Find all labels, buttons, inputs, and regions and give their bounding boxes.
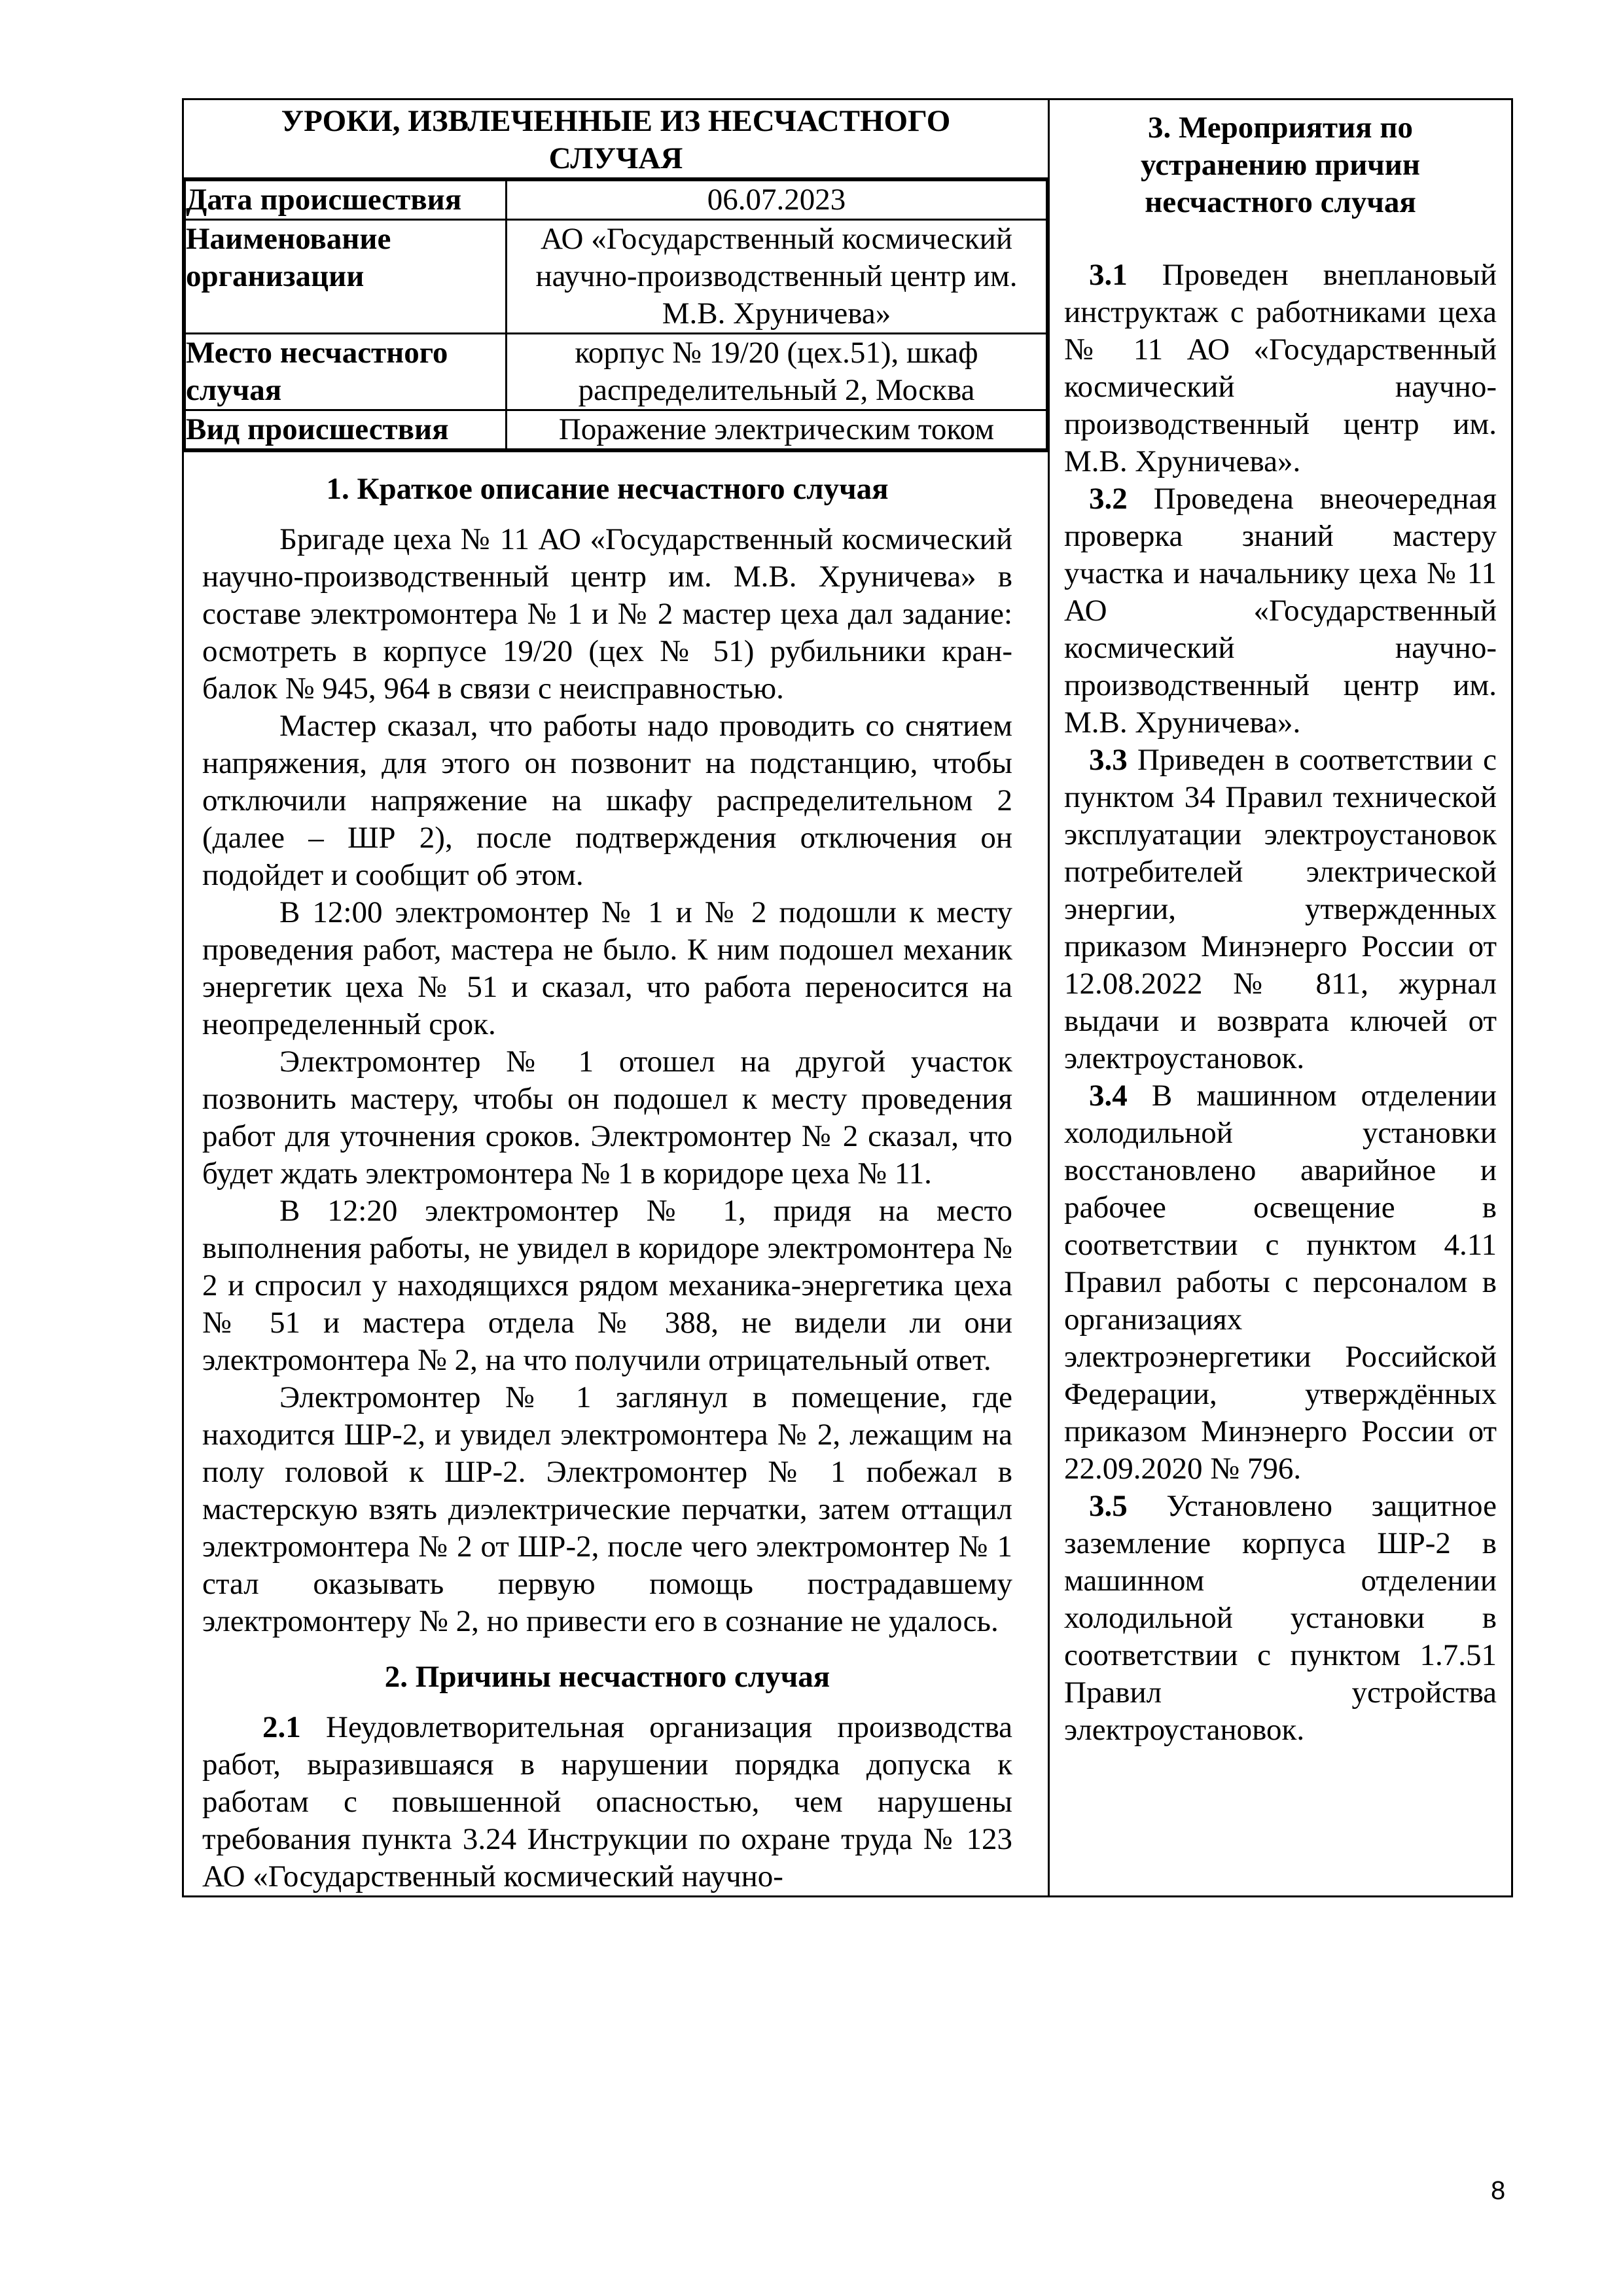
measure-number: 3.4 [1089, 1079, 1128, 1113]
info-row-organization [185, 220, 1047, 334]
measure-text: Проведен внеплановый инструктаж с работниками цеха № 11 АО «Государственный космический научно-производственный центр им. М.В. Хруничева». [1064, 258, 1497, 478]
paragraph: Электромонтер № 1 отошел на другой участок позвонить мастеру, чтобы он подошел к месту проведения работ для уточнения сроков. Электромонтер № 2 сказал, что будет ждать электромонтера № 1 в коридоре цеха № 11. [202, 1045, 1012, 1191]
cause-item [202, 1709, 1012, 1895]
info-row-location [185, 334, 1047, 410]
paragraph: Бригаде цеха № 11 АО «Государственный космический научно-производственный центр им. М.В. Хруничева» в составе электромонтера № 1 и № 2 мастер цеха дал задание: осмотреть в корпусе 19/20 (цех № 51) рубильники кран-балок № 945, 964 в связи с неисправностью. [202, 522, 1012, 706]
measure-item [1064, 257, 1497, 480]
report-table [182, 98, 1513, 1897]
incident-description [184, 452, 1048, 1895]
measure-item [1064, 480, 1497, 742]
measures-section [1050, 100, 1511, 1749]
measure-text: Установлено защитное заземление корпуса ШР-2 в машинном отделении холодильной установки в соответствии с пунктом 1.7.51 Правил устройства электроустановок. [1064, 1489, 1497, 1747]
paragraph: В 12:20 электромонтер № 1, придя на место выполнения работы, не увидел в коридоре электромонтера № 2 и спросил у находящихся рядом механика-энергетика цеха № 51 и мастера отдела № 388, не видели ли они электромонтера № 2, на что получили отрицательный ответ. [202, 1194, 1012, 1377]
info-label: Наименование организации [185, 220, 507, 334]
info-label: Дата происшествия [185, 181, 507, 220]
measure-number: 3.2 [1089, 482, 1128, 516]
left-column [183, 99, 1049, 452]
measure-number: 3.3 [1089, 743, 1128, 777]
cause-number: 2.1 [262, 1710, 301, 1744]
info-label: Место несчастного случая [185, 334, 507, 410]
measure-number: 3.1 [1089, 258, 1128, 292]
measure-number: 3.5 [1089, 1489, 1128, 1523]
measure-item [1064, 1488, 1497, 1749]
paragraph: Электромонтер № 1 заглянул в помещение, где находится ШР-2, и увидел электромонтера № 2, лежащим на полу головой к ШР-2. Электромонтер № 1 побежал в мастерскую взять диэлектрические перчатки, затем оттащил электромонтера № 2 от ШР-2, после чего электромонтер № 1 стал оказывать первую помощь пострадавшему электромонтеру № 2, но привести его в сознание не удалось. [202, 1380, 1012, 1638]
paragraph: Мастер сказал, что работы надо проводить со снятием напряжения, для этого он позвонит на подстанцию, чтобы отключили напряжение на шкафу распределительном 2 (далее – ШР 2), после подтверждения отключения он подойдет и сообщит об этом. [202, 709, 1012, 892]
info-row-incident-type [185, 410, 1047, 450]
section2-heading: 2. Причины несчастного случая [384, 1660, 830, 1694]
section1-heading: 1. Краткое описание несчастного случая [326, 472, 889, 506]
section3-heading: 3. Мероприятия по устранению причин несчастного случая [1141, 111, 1420, 219]
incident-info-table [184, 179, 1048, 450]
info-value: АО «Государственный космический научно-производственный центр им. М.В. Хруничева» [507, 220, 1047, 334]
measure-item [1064, 1077, 1497, 1488]
info-label: Вид происшествия [185, 410, 507, 450]
page-number: 8 [1491, 2176, 1506, 2205]
info-row-date [185, 181, 1047, 220]
measure-item [1064, 742, 1497, 1077]
cause-text: Неудовлетворительная организация производства работ, выразившаяся в нарушении порядка допуска к работам с повышенной опасностью, чем нарушены требования пункта 3.24 Инструкции по охране труда № 123 АО «Государственный космический научно- [202, 1710, 1013, 1893]
left-body-cell [183, 452, 1049, 1897]
info-value: 06.07.2023 [507, 181, 1047, 220]
right-column [1049, 99, 1512, 1897]
measure-text: Приведен в соответствии с пунктом 34 Правил технической эксплуатации электроустановок потребителей электрической энергии, утвержденных приказом Минэнерго России от 12.08.2022 № 811, журнал выдачи и возврата ключей от электроустановок. [1064, 743, 1497, 1075]
info-value: Поражение электрическим током [507, 410, 1047, 450]
report-title: УРОКИ, ИЗВЛЕЧЕННЫЕ ИЗ НЕСЧАСТНОГО СЛУЧАЯ [184, 100, 1048, 179]
paragraph: В 12:00 электромонтер № 1 и № 2 подошли к месту проведения работ, мастера не было. К ним подошел механик энергетик цеха № 51 и сказал, что работа переносится на неопределенный срок. [202, 895, 1012, 1041]
measure-text: В машинном отделении холодильной установки восстановлено аварийное и рабочее освещение в соответствии с пунктом 4.11 Правил работы с персоналом в организациях электроэнергетики Российской Федерации, утверждённых приказом Минэнерго России от 22.09.2020 № 796. [1064, 1079, 1497, 1486]
info-value: корпус № 19/20 (цех.51), шкаф распределительный 2, Москва [507, 334, 1047, 410]
measure-text: Проведена внеочередная проверка знаний мастеру участка и начальнику цеха № 11 АО «Государственный космический научно-производственный центр им. М.В. Хруничева». [1064, 482, 1497, 740]
